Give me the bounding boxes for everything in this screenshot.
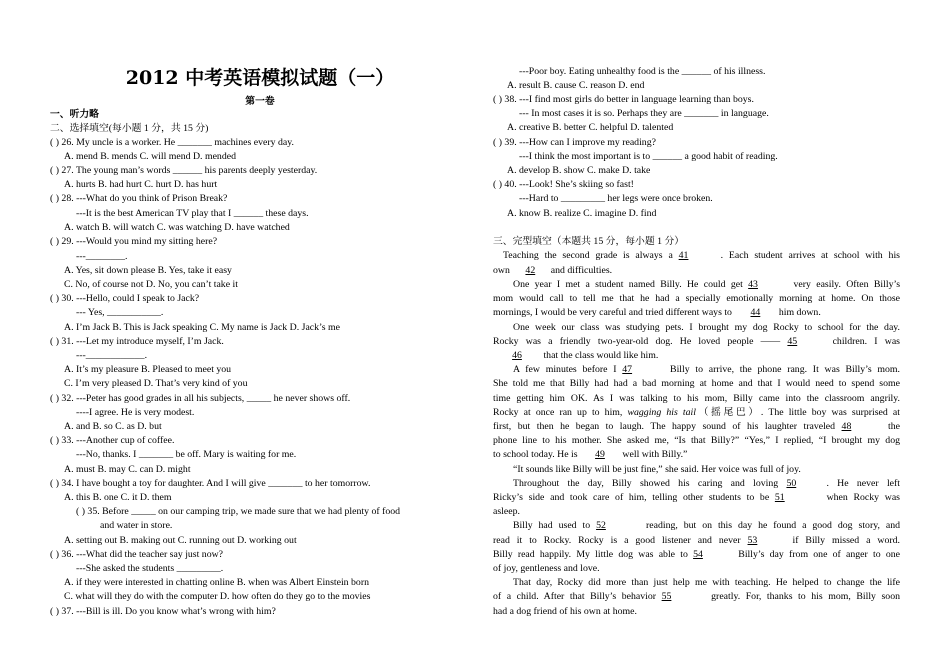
- question-31: ( ) 31. ---Let my introduce myself, I’m Jack.: [50, 336, 224, 347]
- options-28: A. watch B. will watch C. was watching D. have watched: [64, 222, 290, 233]
- blank-43: 43: [748, 279, 758, 290]
- question-30: ( ) 30. ---Hello, could I speak to Jack?: [50, 293, 200, 304]
- question-40-reply: ---Hard to _________ her legs were once broken.: [519, 193, 713, 204]
- cloze-line: of joy, gentleness and love.: [493, 563, 600, 574]
- blank-51: 51: [774, 492, 785, 503]
- cloze-line: Rocky was a friendly two-year-old dog. He loved people —— 45 children. I was: [493, 336, 900, 347]
- question-28-reply: ---It is the best American TV play that I ______ these days.: [76, 208, 309, 219]
- cloze-line: Billy read happily. My little dog was able to 54 Billy’s day from one of anger to one: [493, 549, 900, 560]
- question-36-reply: ---She asked the students _________.: [76, 563, 224, 574]
- question-39: ( ) 39. ---How can I improve my reading?: [493, 137, 656, 148]
- cloze-line: She told me that Billy had had a bad morning at home and that I would need to spend some: [493, 378, 900, 389]
- options-32: A. and B. so C. as D. but: [64, 421, 162, 432]
- blank-48: 48: [841, 421, 852, 432]
- options-38: A. creative B. better C. helpful D. talented: [507, 122, 674, 133]
- question-38: ( ) 38. ---I find most girls do better in language learning than boys.: [493, 94, 754, 105]
- blank-52: 52: [596, 520, 606, 531]
- cloze-line: first, but then he began to laugh. The happy sound of his laughter traveled 48 the: [493, 421, 901, 432]
- question-28: ( ) 28. ---What do you think of Prison Break?: [50, 193, 228, 204]
- question-35: ( ) 35. Before _____ on our camping trip, we made sure that we had plenty of food: [76, 506, 401, 517]
- options-35: A. setting out B. making out C. running out D. working out: [64, 535, 297, 546]
- cloze-line: “It sounds like Billy will be just fine,” she said. Her voice was full of joy.: [513, 464, 801, 475]
- cloze-line: One year I met a student named Billy. He could get 43 very easily. Often Billy’s: [513, 279, 901, 290]
- question-32: ( ) 32. ---Peter has good grades in all his subjects, _____ he never shows off.: [50, 393, 351, 404]
- blank-54: 54: [693, 549, 703, 560]
- question-29: ( ) 29. ---Would you mind my sitting here?: [50, 236, 218, 247]
- cloze-line: of a child. After that Billy’s behavior 55 greatly. For, thanks to his mom, Billy soon: [493, 591, 900, 602]
- blank-42: 42: [525, 265, 536, 276]
- cloze-line: That day, Rocky did more than just help me with teaching. He helped to change the life: [513, 577, 900, 588]
- section-heading-cloze: 三、完型填空（本题共 15 分，每小题 1 分）: [493, 236, 685, 247]
- options-37: A. result B. cause C. reason D. end: [507, 80, 645, 91]
- question-26: ( ) 26. My uncle is a worker. He _______ machines every day.: [50, 137, 294, 148]
- cloze-line: had a dog friend of his own at home.: [493, 606, 637, 617]
- blank-46: 46: [512, 350, 522, 361]
- question-32-reply: ----I agree. He is very modest.: [76, 407, 195, 418]
- question-29-reply: ---________.: [76, 251, 128, 262]
- cloze-line: asleep.: [493, 506, 520, 517]
- options-29-ab: A. Yes, sit down please B. Yes, take it easy: [64, 265, 232, 276]
- question-35-cont: and water in store.: [100, 520, 173, 531]
- cloze-line: mom would call to tell me that he had a specially emotionally morning at home. On those: [493, 293, 900, 304]
- question-36: ( ) 36. ---What did the teacher say just now?: [50, 549, 224, 560]
- options-26: A. mend B. mends C. will mend D. mended: [64, 151, 236, 162]
- cloze-line: Teaching the second grade is always a 41 . Each student arrives at school with his: [503, 250, 900, 261]
- blank-55: 55: [661, 591, 672, 602]
- question-30-reply: --- Yes, ___________.: [76, 307, 164, 318]
- cloze-line: to school today. He is 49 well with Billy.”: [493, 449, 688, 460]
- cloze-line: Billy had used to 52 reading, but on this day he found a good dog story, and: [513, 520, 900, 531]
- options-40: A. know B. realize C. imagine D. find: [507, 208, 657, 219]
- options-39: A. develop B. show C. make D. take: [507, 165, 651, 176]
- question-33-reply: ---No, thanks. I _______ be off. Mary is waiting for me.: [76, 449, 297, 460]
- options-36-ab: A. if they were interested in chatting online B. when was Albert Einstein born: [64, 577, 369, 588]
- cloze-line: One week our class was studying pets. I brought my dog Rocky to school for the day.: [513, 322, 900, 333]
- options-31-cd: C. I’m very pleased D. That’s very kind of you: [64, 378, 248, 389]
- blank-50: 50: [786, 478, 797, 489]
- blank-44: 44: [750, 307, 761, 318]
- blank-47: 47: [622, 364, 633, 375]
- cloze-line: Rocky at once ran up to him, wagging his tail（摇尾巴）. The little boy was surprised at: [493, 407, 900, 418]
- cloze-line: own 42 and difficulties.: [493, 265, 613, 276]
- question-31-reply: ---____________.: [76, 350, 148, 361]
- cloze-line: A few minutes before I 47 Billy to arrive, the phone rang. It was Billy’s mom.: [513, 364, 900, 375]
- options-33: A. must B. may C. can D. might: [64, 464, 191, 475]
- question-37-reply: ---Poor boy. Eating unhealthy food is the ______ of his illness.: [519, 66, 766, 77]
- blank-45: 45: [787, 336, 798, 347]
- cloze-line: 46 that the class would like him.: [493, 349, 658, 362]
- blank-53: 53: [747, 535, 758, 546]
- question-33: ( ) 33. ---Another cup of coffee.: [50, 435, 175, 446]
- cloze-line: read it to Rocky. Rocky is a good listener and never 53 if Billy missed a word.: [493, 535, 900, 546]
- question-37: ( ) 37. ---Bill is ill. Do you know what’s wrong with him?: [50, 606, 276, 617]
- question-27: ( ) 27. The young man’s words ______ his parents deeply yesterday.: [50, 165, 318, 176]
- page-title: 2012 中考英语模拟试题（一）: [125, 67, 395, 89]
- options-31-ab: A. It’s my pleasure B. Pleased to meet you: [64, 364, 232, 375]
- options-34: A. this B. one C. it D. them: [64, 492, 172, 503]
- page-subtitle: 第一卷: [245, 96, 275, 107]
- cloze-line: Throughout the day, Billy showed his caring and loving 50 . He never left: [513, 478, 900, 489]
- cloze-line: mornings, I would be very careful and tried different ways to 44 him down.: [493, 307, 821, 318]
- section-heading-choice: 二、选择填空(每小题 1 分，共 15 分): [50, 123, 209, 134]
- cloze-line: phone line to his mother. She asked me, “Is that Billy?” “Yes,” I replied, “I brought my dog: [493, 435, 900, 446]
- question-38-reply: --- In most cases it is so. Perhaps they are _______ in language.: [519, 108, 769, 119]
- blank-49: 49: [595, 449, 605, 460]
- options-36-cd: C. what will they do with the computer D. how often do they go to the movies: [64, 591, 371, 602]
- cloze-line: time getting him OK. As I was talking to his mom, Billy came into the classroom angrily.: [493, 393, 900, 404]
- question-39-reply: ---I think the most important is to ______ a good habit of reading.: [519, 151, 778, 162]
- options-29-cd: C. No, of course not D. No, you can’t take it: [64, 279, 238, 290]
- question-40: ( ) 40. ---Look! She’s skiing so fast!: [493, 179, 634, 190]
- options-30: A. I’m Jack B. This is Jack speaking C. My name is Jack D. Jack’s me: [64, 322, 340, 333]
- cloze-line: Ricky’s side and took care of him, telling other students to be 51 when Rocky was: [493, 492, 900, 503]
- options-27: A. hurts B. had hurt C. hurt D. has hurt: [64, 179, 218, 190]
- section-heading-listening: 一、听力略: [50, 109, 99, 120]
- question-34: ( ) 34. I have bought a toy for daughter. And I will give _______ to her tomorrow.: [50, 478, 371, 489]
- blank-41: 41: [678, 250, 689, 261]
